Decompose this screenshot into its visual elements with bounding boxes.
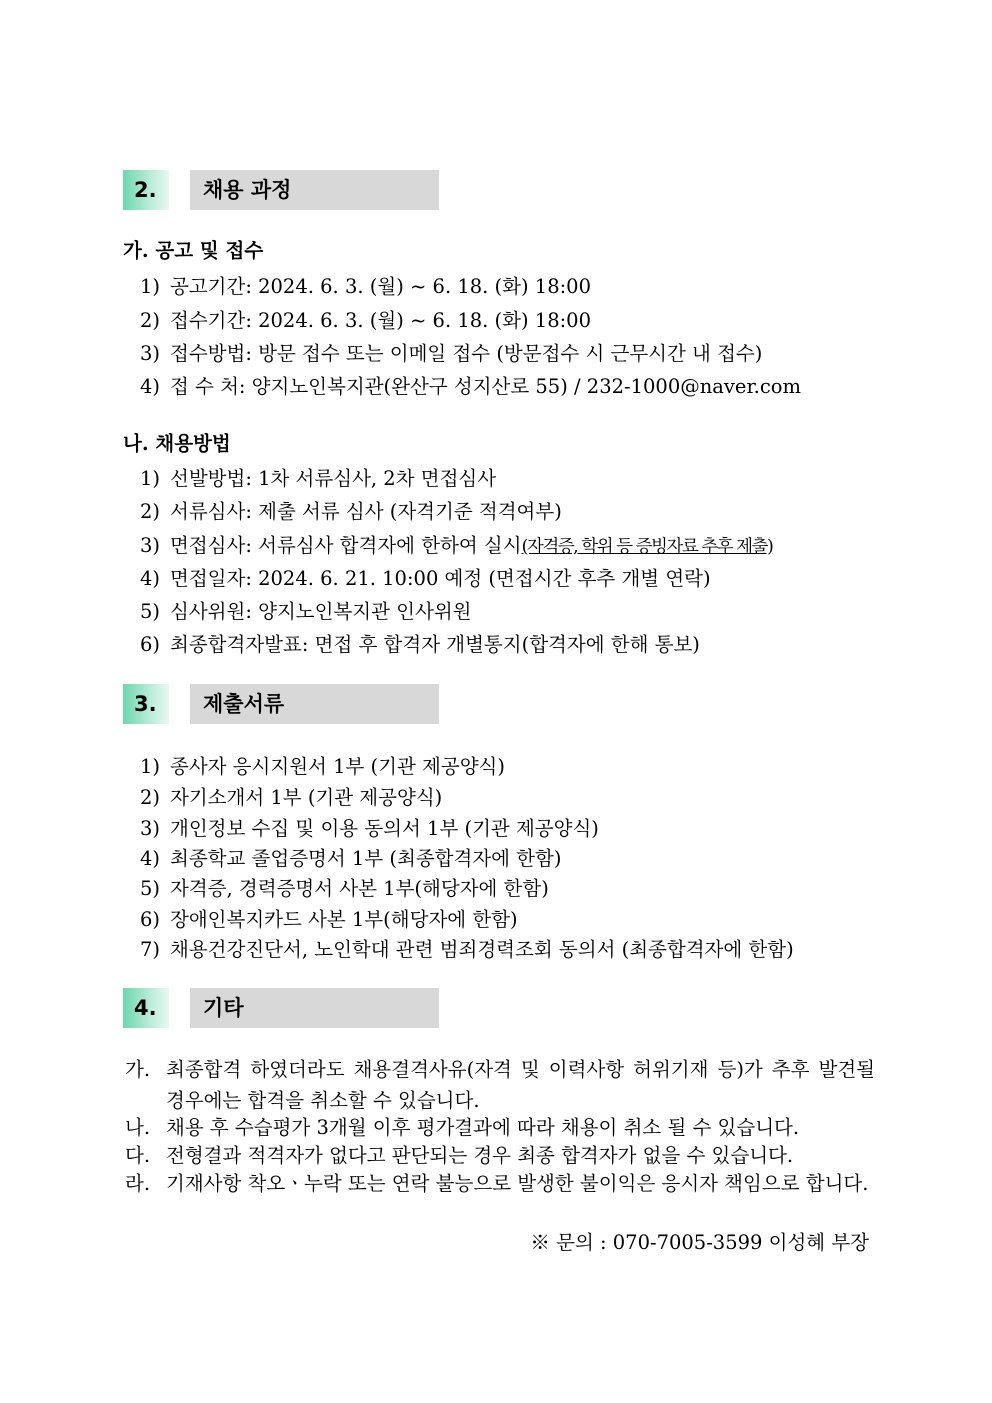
- list-item: 4) 최종학교 졸업증명서 1부 (최종합격자에 한함): [140, 847, 562, 870]
- list-item: 7) 채용건강진단서, 노인학대 관련 범죄경력조회 동의서 (최종합격자에 한함): [140, 938, 794, 961]
- list-item: 1) 공고기간: 2024. 6. 3. (월) ~ 6. 18. (화) 18:00: [140, 275, 591, 298]
- section-number: 4.: [123, 988, 169, 1028]
- section-title: 기타: [190, 988, 439, 1028]
- subsection-heading-notice: 가. 공고 및 접수: [123, 239, 264, 262]
- note-item: 가. 최종합격 하였더라도 채용결격사유(자격 및 이력사항 허위기재 등)가 추후 발견될 경우에는 합격을 취소할 수 있습니다.: [125, 1058, 875, 1112]
- section-title: 채용 과정: [190, 170, 439, 210]
- section-number: 2.: [123, 170, 169, 210]
- list-item: 1) 선발방법: 1차 서류심사, 2차 면접심사: [140, 467, 497, 490]
- section-number: 3.: [123, 684, 169, 724]
- list-item: 5) 심사위원: 양지노인복지관 인사위원: [140, 600, 472, 623]
- list-item: 6) 최종합격자발표: 면접 후 합격자 개별통지(합격자에 한해 통보): [140, 633, 700, 656]
- subsection-heading-method: 나. 채용방법: [123, 432, 231, 455]
- underlined-note: (자격증, 학위 등 증빙자료 추후 제출): [521, 537, 773, 557]
- list-item: 5) 자격증, 경력증명서 사본 1부(해당자에 한함): [140, 877, 549, 900]
- section-title: 제출서류: [190, 684, 439, 724]
- list-item: 6) 장애인복지카드 사본 1부(해당자에 한함): [140, 908, 518, 931]
- contact-info: ※ 문의 : 070-7005-3599 이성혜 부장: [530, 1231, 869, 1254]
- section-header-recruitment-process: [123, 170, 439, 210]
- list-item: 4) 면접일자: 2024. 6. 21. 10:00 예정 (면접시간 후추 개별 연락): [140, 567, 711, 590]
- list-item: 3) 접수방법: 방문 접수 또는 이메일 접수 (방문접수 시 근무시간 내 접수): [140, 342, 763, 365]
- note-item: 라. 기재사항 착오ㆍ누락 또는 연락 불능으로 발생한 불이익은 응시자 책임으로 합니다.: [125, 1172, 869, 1195]
- note-item: 나. 채용 후 수습평가 3개월 이후 평가결과에 따라 채용이 취소 될 수 있습니다.: [125, 1116, 800, 1139]
- note-item: 다. 전형결과 적격자가 없다고 판단되는 경우 최종 합격자가 없을 수 있습니다.: [125, 1144, 794, 1167]
- list-item: 3) 면접심사: 서류심사 합격자에 한하여 실시(자격증, 학위 등 증빙자료 추후 제출): [140, 534, 773, 557]
- list-item: 3) 개인정보 수집 및 이용 동의서 1부 (기관 제공양식): [140, 817, 599, 840]
- list-item: 4) 접 수 처: 양지노인복지관(완산구 성지산로 55) / 232-1000@naver.com: [140, 375, 801, 398]
- list-item: 2) 자기소개서 1부 (기관 제공양식): [140, 786, 443, 809]
- list-item: 2) 접수기간: 2024. 6. 3. (월) ~ 6. 18. (화) 18:00: [140, 309, 591, 332]
- list-item: 2) 서류심사: 제출 서류 심사 (자격기준 적격여부): [140, 500, 562, 523]
- section-header-others: [123, 988, 439, 1028]
- section-header-documents: [123, 684, 439, 724]
- list-item: 1) 종사자 응시지원서 1부 (기관 제공양식): [140, 755, 505, 778]
